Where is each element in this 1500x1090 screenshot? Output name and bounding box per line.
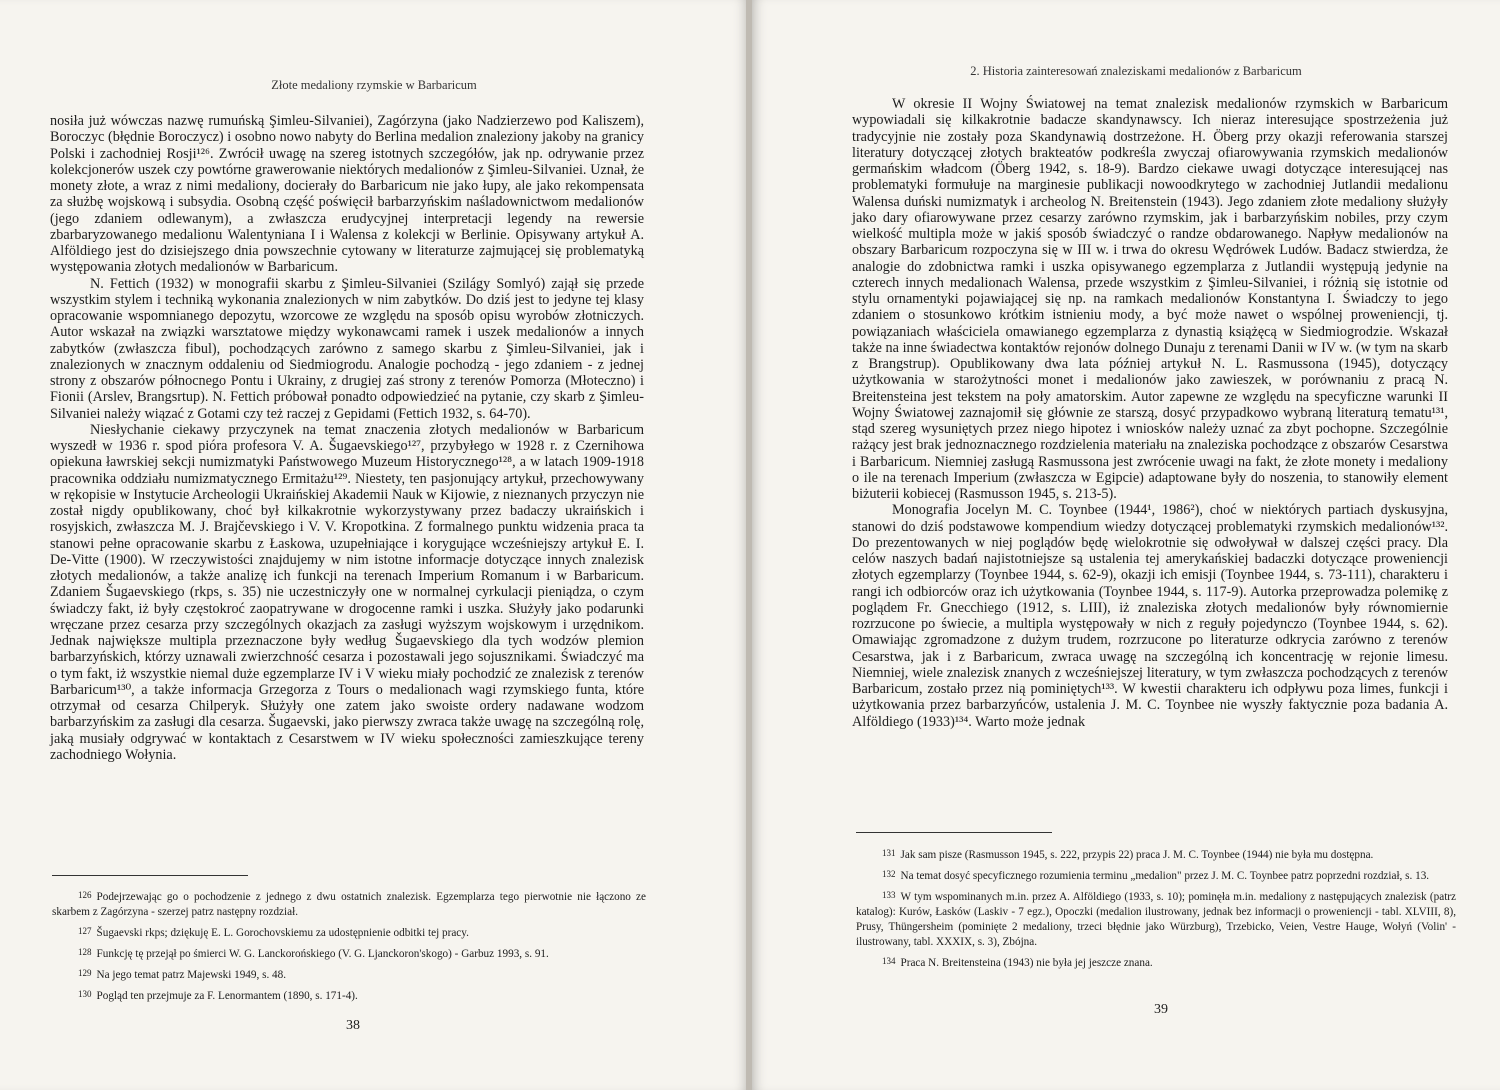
page-number: 38	[346, 1018, 360, 1033]
footnote-text: Na jego temat patrz Majewski 1949, s. 48.	[96, 969, 287, 981]
footnote-text: Pogląd ten przejmuje za F. Lenormantem (1890, s. 171-4).	[96, 990, 358, 1002]
footnote-text: W tym wspominanych m.in. przez A. Alföldiego (1933, s. 10); pominęła m.in. medaliony z następujących znalezisk (patrz katalog): Kurów, Łasków (Laskiv - 7 egz.), Opoczki (medalion ilustrowany, jednak bez informacji o proweniencji - tabl. XLVIII, 8), Prusy, Thüngersheim (pominięte 2 medaliony, trzeci błędnie jako Würzburg), Trzebicko, Veien, Vestre Hauge, Wołyń (Volin' - ilustrowany, tabl. XXXIX, s. 3), Zbójna.	[856, 891, 1456, 948]
footnote-number: 126	[78, 890, 92, 900]
body-text	[852, 96, 1448, 730]
footnote-text: Praca N. Breitensteina (1943) nie była jej jeszcze znana.	[900, 957, 1153, 969]
paragraph: W okresie II Wojny Światowej na temat znalezisk medalionów rzymskich w Barbaricum wypowiadali się kilkakrotnie badacze skandynawscy. Ich nieraz interesujące spostrzeżenia już tradycyjnie nie zostały poza Skandynawią dostrzeżone. H. Öberg przy okazji referowania starszej literatury dotyczącej złotych brakteatów podkreśla zwyczaj ofiarowywania rzymskich medalionów germańskim władcom (Öberg 1942, s. 18-9). Bardzo ciekawe uwagi dotyczące interesującej nas problematyki formułuje na marginesie publikacji nowoodkrytego w zachodniej Jutlandii medalionu Walensa duński numizmatyk i archeolog N. Breitenstein (1943). Jego zdaniem złote medaliony służyły jako dary ofiarowywane przez cesarzy zarówno rzymskim, jak i barbarzyńskim nobiles, przy czym wielkość multipla może w jakiś sposób świadczyć o randze obdarowanego. Napływ medalionów na obszary Barbaricum rozpoczyna się w III w. i trwa do okresu Wędrówek Ludów. Badacz stwierdza, że analogie do zdobnictwa ramki i uszka opisywanego egzemplarza z Jutlandii występują jedynie na czterech innych medalionach Walensa, przede wszystkim z Şimleu-Silvaniei, i różnią się istotnie od stylu ornamentyki pojawiającej się np. na ramkach medalionów Konstantyna I. Świadczy to jego zdaniem o stosunkowo krótkim istnieniu mody, a być może nawet o wspólnej proweniencji, tj. powiązaniach właściciela omawianego egzemplarza z dynastią książęcą w Siedmiogrodzie. Wskazał także na inne świadectwa kontaktów rejonów dolnego Dunaju z terenami Danii w IV w. (w tym na skarb z Brangstrup). Opublikowany dwa lata później artykuł N. L. Rasmussona (1945), dotyczący użytkowania w starożytności monet i medalionów jako zawieszek, w porównaniu z pracą N. Breitensteina jest tekstem na poły amatorskim. Autor zapewne ze względu na specyficzne warunki II Wojny Światowej zaznajomił się głównie ze starszą, dosyć przypadkowo wybraną literaturą tematu¹³¹, stąd szereg wysuniętych przez niego hipotez i wniosków należy uznać za zbyt pochopne. Szczególnie rażący jest brak jednoznacznego rozdzielenia materiału na znaleziska pochodzące z obszarów Cesarstwa i Barbaricum. Niemniej zasługą Rasmussona jest zwrócenie uwagi na fakt, że złote monety i medaliony o ile na terenach Imperium (zwłaszcza w Egipcie) adaptowane były do noszenia, to stanowiły element biżuterii kobiecej (Rasmusson 1945, s. 213-5).	[852, 96, 1448, 502]
paragraph: Monografia Jocelyn M. C. Toynbee (1944¹, 1986²), choć w niektórych partiach dyskusyjna, stanowi do dziś podstawowe kompendium wiedzy dotyczącej problematyki rzymskich medalionów¹³². Do prezentowanych w niej poglądów będę wielokrotnie się odwoływał w dalszej części pracy. Dla celów naszych badań najistotniejsze są ustalenia tej amerykańskiej badaczki dotyczące proweniencji złotych egzemplarzy (Toynbee 1944, s. 62-9), okazji ich emisji (Toynbee 1944, s. 73-111), charakteru i rangi ich odbiorców oraz ich użytkowania (Toynbee 1944, s. 117-9). Autorka przeprowadza polemikę z poglądem Fr. Gnecchiego (1912, s. LIII), iż znaleziska złotych medalionów były równomiernie rozrzucone po świecie, a multipla występowały w nich z reguły pojedynczo (Toynbee 1944, s. 62). Omawiając zgromadzone z dużym trudem, rozrzucone po literaturze odkrycia zarówno z terenów Cesarstwa, jak i z Barbaricum, zwraca uwagę na szczególną ich koncentrację w rejonie limesu. Niemniej, wiele znalezisk znanych z wcześniejszej literatury, w tym zwłaszcza pochodzących z terenów Barbaricum, zostało przez nią pominiętych¹³³. W kwestii charakteru ich odpływu poza limes, funkcji i użytkowania przez barbarzyńców, ustalenia J. M. C. Toynbee nie wyszły faktycznie poza badania A. Alföldiego (1933)¹³⁴. Warto może jednak	[852, 502, 1448, 730]
running-head: Złote medaliony rzymskie w Barbaricum	[271, 78, 477, 92]
footnote	[856, 888, 1456, 950]
running-head: 2. Historia zainteresowań znaleziskami medalionów z Barbaricum	[970, 64, 1302, 78]
footnote-divider	[856, 832, 1052, 833]
page-number: 39	[1154, 1002, 1168, 1017]
footnote	[856, 954, 1456, 971]
footnote	[52, 987, 646, 1004]
body-text	[50, 113, 644, 763]
footnote-text: Podejrzewając go o pochodzenie z jednego z dwu ostatnich znalezisk. Egzemplarza tego pierwotnie nie łączono ze skarbem z Zagórzyna - szerzej patrz następny rozdział.	[52, 891, 646, 918]
footnotes	[52, 888, 646, 1008]
paragraph: N. Fettich (1932) w monografii skarbu z Şimleu-Silvaniei (Szilágy Somlyó) zajął się przede wszystkim stylem i techniką wykonania znalezionych w nim zabytków. Do dziś jest to jedyne tej klasy opracowanie wspomnianego depozytu, wzorcowe ze względu na sposób opisu wyrobów złotniczych. Autor wskazał na związki warsztatowe między wykonawcami ramek i uszek medalionów a innych zabytków (zwłaszcza fibul), pochodzących zarówno z samego skarbu z Şimleu-Silvaniei, jak i znalezionych w znacznym oddaleniu od Siedmiogrodu. Analogie pochodzą - jego zdaniem - z jednej strony z obszarów północnego Pontu i Ukrainy, z drugiej zaś strony z terenów Pomorza (Młoteczno) i Fionii (Arslev, Brangsrtup). N. Fettich próbował ponadto odpowiedzieć na pytanie, czy skarb z Şimleu-Silvaniei należy wiązać z Gotami czy też raczej z Gepidami (Fettich 1932, s. 64-70).	[50, 275, 644, 422]
footnote	[856, 846, 1456, 863]
paragraph: Niesłychanie ciekawy przyczynek na temat znaczenia złotych medalionów w Barbaricum wyszedł w 1936 r. spod pióra profesora V. A. Šugaevskiego¹²⁷, przybyłego w 1928 r. z Czernihowa opiekuna ławrskiej sekcji numizmatyki Państwowego Muzeum Historycznego¹²⁸, a w latach 1909-1918 pracownika oddziału numizmatycznego Ermitażu¹²⁹. Niestety, ten pasjonujący artykuł, przechowywany w rękopisie w Instytucie Archeologii Ukraińskiej Akademii Nauk w Kijowie, z nieznanych przyczyn nie został nigdy opublikowany, choć był kilkakrotnie wykorzystywany przez badaczy ukraińskich i rosyjskich, zwłaszcza M. J. Brajčevskiego i V. V. Kropotkina. Z formalnego punktu widzenia praca ta stanowi pełne opracowanie skarbu z Łaskowa, uzupełniające i korygujące wcześniejszy artykuł E. I. De-Vitte (1900). W rzeczywistości znajdujemy w nim istotne informacje dotyczące innych znalezisk złotych medalionów, a także analizę ich funkcji na terenach Imperium Romanum i w Barbaricum. Zdaniem Šugaevskiego (rkps, s. 35) nie uczestniczyły one w normalnej cyrkulacji pieniądza, o czym świadczy fakt, iż były częstokroć zaopatrywane w drogocenne ramki i uszka. Służyły jako podarunki wręczane przez cesarza przy szczególnych okazjach za zasługi wyższym wojskowym i urzędnikom. Jednak największe multipla przeznaczone były według Šugaevskiego dla tych wodzów plemion barbarzyńskich, którzy uznawali zwierzchność cesarza i pozostawali jego sojusznikami. Świadczyć ma o tym fakt, iż wszystkie niemal duże egzemplarze IV i V wieku miały pochodzić ze znalezisk z terenów Barbaricum¹³⁰, a także informacja Grzegorza z Tours o medalionach wagi rzymskiego funta, które otrzymał od cesarza Chilperyk. Służyły one zatem jako swoiste ordery nadawane wodzom barbarzyńskim za zasługi dla cesarza. Šugaevski, jako pierwszy zwraca także uwagę na szczególną rolę, jaką musiały odgrywać w kontaktach z Cesarstwem w IV wieku społeczności zamieszkujące tereny zachodniego Wołynia.	[50, 421, 644, 763]
left-page	[0, 0, 748, 1090]
footnote	[52, 924, 646, 941]
footnote	[52, 966, 646, 983]
right-page	[752, 0, 1500, 1090]
footnote-number: 127	[78, 926, 92, 936]
footnote-number: 128	[78, 947, 92, 957]
footnote-text: Jak sam pisze (Rasmusson 1945, s. 222, przypis 22) praca J. M. C. Toynbee (1944) nie była mu dostępna.	[900, 849, 1374, 861]
footnote-number: 132	[882, 869, 896, 879]
footnotes	[856, 846, 1456, 975]
footnote-text: Funkcję tę przejął po śmierci W. G. Lanckorońskiego (V. G. Ljanckoron'skogo) - Garbuz 1993, s. 91.	[96, 948, 549, 960]
footnote	[52, 945, 646, 962]
footnote-number: 130	[78, 989, 92, 999]
footnote	[52, 888, 646, 920]
footnote-number: 133	[882, 890, 896, 900]
footnote-number: 129	[78, 968, 92, 978]
footnote-number: 131	[882, 848, 896, 858]
footnote-divider	[52, 875, 248, 876]
footnote-text: Šugaevski rkps; dziękuję E. L. Gorochovskiemu za udostępnienie odbitki tej pracy.	[96, 927, 469, 939]
footnote-number: 134	[882, 956, 896, 966]
footnote-text: Na temat dosyć specyficznego rozumienia terminu „medalion" przez J. M. C. Toynbee patrz poprzedni rozdział, s. 13.	[900, 870, 1430, 882]
paragraph: nosiła już wówczas nazwę rumuńską Şimleu-Silvaniei), Zagórzyna (jako Nadzierzewo pod Kaliszem), Boroczyc (błędnie Boroczycz) i osobno nowo nabyty do Berlina medalion znaleziony jakoby na granicy Polski i zachodniej Rosji¹²⁶. Zwrócił uwagę na szereg istotnych szczegółów, jak np. odrywanie przez kolekcjonerów uszek czy powtórne grawerowanie niektórych medalionów z Şimleu-Silvaniei. Uznał, że monety złote, a wraz z nimi medaliony, docierały do Barbaricum nie jako łupy, ale jako rekompensata za służbę wojskową i subsydia. Osobną część poświęcił barbarzyńskim naśladownictwom medalionów (jego zdaniem odlewanym), a zwłaszcza erudycyjnej interpretacji legendy na rewersie zbarbaryzowanego medalionu Walentyniana I i Walensa z kolekcji w Berlinie. Opisywany artykuł A. Alföldiego jest do dzisiejszego dnia powszechnie cytowany w literaturze zajmującej się problematyką występowania złotych medalionów w Barbaricum.	[50, 113, 644, 276]
footnote	[856, 867, 1456, 884]
